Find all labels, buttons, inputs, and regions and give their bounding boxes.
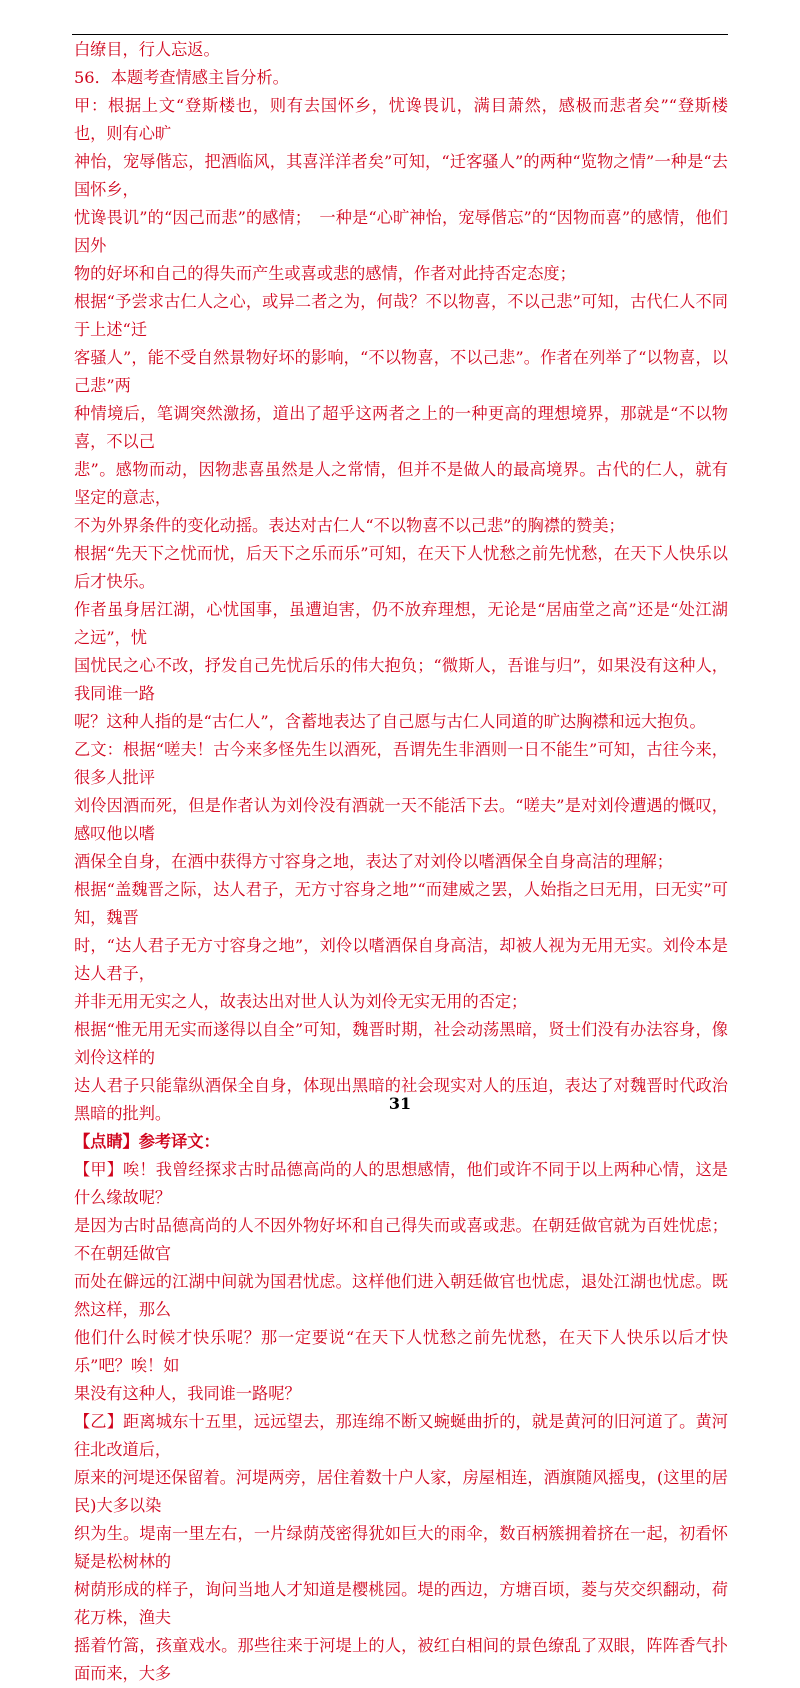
- section-heading: 【点睛】参考译文：: [74, 1132, 220, 1151]
- text-line: 刘伶因酒而死，但是作者认为刘伶没有酒就一天不能活下去。“嗟夫”是对刘伶遭遇的慨叹，感叹他以嗜: [74, 796, 728, 843]
- text-line: 客骚人”，能不受自然景物好坏的影响，“不以物喜，不以己悲”。作者在列举了“以物喜，以己悲”两: [74, 348, 728, 395]
- page-number: 31: [388, 1094, 412, 1113]
- text-line: 悲”。感物而动，因物悲喜虽然是人之常情，但并不是做人的最高境界。古代的仁人，就有坚定的意志，: [74, 460, 728, 507]
- text-line: 织为生。堤南一里左右，一片绿荫茂密得犹如巨大的雨伞，数百柄簇拥着挤在一起，初看怀疑是松树林的: [74, 1524, 728, 1571]
- text-line: 乙文：根据“嗟夫！古今来多怪先生以酒死，吾谓先生非酒则一日不能生”可知，古往今来，很多人批评: [74, 740, 728, 787]
- text-line: 摇着竹篙，孩童戏水。那些往来于河堤上的人，被红白相间的景色缭乱了双眼，阵阵香气扑面而来，大多: [74, 1636, 728, 1683]
- text-line: 【甲】唉！我曾经探求古时品德高尚的人的思想感情，他们或许不同于以上两种心情，这是什么缘故呢？: [74, 1160, 728, 1207]
- text-line: 树荫形成的样子，询问当地人才知道是樱桃园。堤的西边，方塘百顷，菱与芡交织翻动，荷花万株，渔夫: [74, 1580, 728, 1627]
- text-line: 并非无用无实之人，故表达出对世人认为刘伶无实无用的否定；: [74, 992, 528, 1011]
- text-line: 忧谗畏讥”的“因己而悲”的感情； 一种是“心旷神怡，宠辱偕忘”的“因物而喜”的感情，他们因外: [74, 208, 728, 255]
- document-body: [74, 36, 728, 1688]
- text-line: 达人君子只能靠纵酒保全自身，体现出黑暗的社会现实对人的压迫，表达了对魏晋时代政治黑暗的批判。: [74, 1076, 728, 1123]
- text-line: 白缭目，行人忘返。: [74, 40, 220, 59]
- text-line: 【乙】距离城东十五里，远远望去，那连绵不断又蜿蜒曲折的，就是黄河的旧河道了。黄河往北改道后，: [74, 1412, 728, 1459]
- text-line: 时，“达人君子无方寸容身之地”，刘伶以嗜酒保自身高洁，却被人视为无用无实。刘伶本是达人君子，: [74, 936, 728, 983]
- text-line: 不为外界条件的变化动摇。表达对古仁人“不以物喜不以己悲”的胸襟的赞美；: [74, 516, 625, 535]
- text-line: 根据“先天下之忧而忧，后天下之乐而乐”可知，在天下人忧愁之前先忧愁，在天下人快乐以后才快乐。: [74, 544, 728, 591]
- top-rule: [72, 34, 728, 35]
- text-line: 原来的河堤还保留着。河堤两旁，居住着数十户人家，房屋相连，酒旗随风摇曳，(这里的居民)大多以染: [74, 1468, 728, 1515]
- text-line: 作者虽身居江湖，心忧国事，虽遭迫害，仍不放弃理想，无论是“居庙堂之高”还是“处江湖之远”，忧: [74, 600, 728, 647]
- text-line: 物的好坏和自己的得失而产生或喜或悲的感情，作者对此持否定态度；: [74, 264, 576, 283]
- text-line: 根据“予尝求古仁人之心，或异二者之为，何哉？不以物喜，不以己悲”可知，古代仁人不同于上述“迁: [74, 292, 728, 339]
- text-line: 是因为古时品德高尚的人不因外物好坏和自己得失而或喜或悲。在朝廷做官就为百姓忧虑；不在朝廷做官: [74, 1216, 728, 1263]
- text-line: 他们什么时候才快乐呢？那一定要说“在天下人忧愁之前先忧愁，在天下人快乐以后才快乐”吧？唉！如: [74, 1328, 728, 1375]
- text-line: 神怡，宠辱偕忘，把酒临风，其喜洋洋者矣”可知，“迁客骚人”的两种“览物之情”一种是“去国怀乡，: [74, 152, 728, 199]
- text-line: 酒保全自身，在酒中获得方寸容身之地，表达了对刘伶以嗜酒保全自身高洁的理解；: [74, 852, 673, 871]
- text-line: 根据“惟无用无实而遂得以自全”可知，魏晋时期，社会动荡黑暗，贤士们没有办法容身，像刘伶这样的: [74, 1020, 728, 1067]
- text-line: 甲：根据上文“登斯楼也，则有去国怀乡，忧谗畏讥，满目萧然，感极而悲者矣”“登斯楼也，则有心旷: [74, 96, 728, 143]
- text-line: 呢？这种人指的是“古仁人”，含蓄地表达了自己愿与古仁人同道的旷达胸襟和远大抱负。: [74, 712, 706, 731]
- text-line: 根据“盖魏晋之际，达人君子，无方寸容身之地”“而建威之罢，人始指之曰无用，曰无实”可知，魏晋: [74, 880, 728, 927]
- question-heading: 56．本题考查情感主旨分析。: [74, 68, 289, 87]
- text-line: 而处在僻远的江湖中间就为国君忧虑。这样他们进入朝廷做官也忧虑，退处江湖也忧虑。既然这样，那么: [74, 1272, 728, 1319]
- text-line: 种情境后，笔调突然激扬，道出了超乎这两者之上的一种更高的理想境界，那就是“不以物喜，不以己: [74, 404, 728, 451]
- text-line: 果没有这种人，我同谁一路呢？: [74, 1384, 301, 1403]
- text-line: 国忧民之心不改，抒发自己先忧后乐的伟大抱负；“微斯人，吾谁与归”，如果没有这种人，我同谁一路: [74, 656, 728, 703]
